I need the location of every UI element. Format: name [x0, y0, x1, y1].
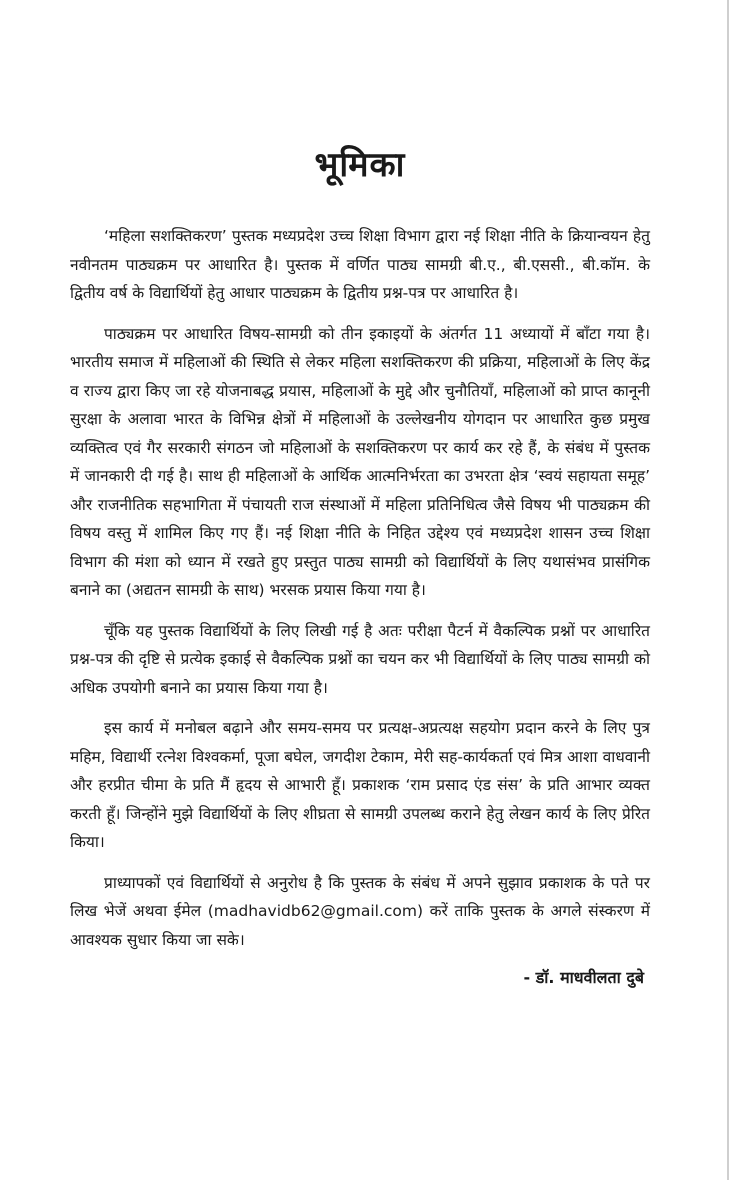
author-signature: - डॉ. माधवीलता दुबे: [523, 968, 644, 987]
scan-edge: [727, 0, 729, 1180]
paragraph-2: पाठ्यक्रम पर आधारित विषय-सामग्री को तीन इकाइयों के अंतर्गत 11 अध्यायों में बाँटा गया है। भारतीय समाज में महिलाओं की स्थिति से लेकर महिला सशक्तिकरण की प्रक्रिया, महिलाओं के लिए केंद्र व राज्य द्वारा किए जा रहे योजनाबद्ध प्रयास, महिलाओं के मुद्दे और चुनौतियाँ, महिलाओं को प्राप्त कानूनी सुरक्षा के अलावा भारत के विभिन्न क्षेत्रों में महिलाओं के उल्लेखनीय योगदान पर आधारित कुछ प्रमुख व्यक्तित्व एवं गैर सरकारी संगठन जो महिलाओं के सशक्तिकरण पर कार्य कर रहे हैं, के संबंध में पुस्तक में जानकारी दी गई है। साथ ही महिलाओं के आर्थिक आत्मनिर्भरता का उभरता क्षेत्र ‘स्वयं सहायता समूह’ और राजनीतिक सहभागिता में पंचायती राज संस्थाओं में महिला प्रतिनिधित्व जैसे विषय भी पाठ्यक्रम की विषय वस्तु में शामिल किए गए हैं। नई शिक्षा नीति के निहित उद्देश्य एवं मध्यप्रदेश शासन उच्च शिक्षा विभाग की मंशा को ध्यान में रखते हुए प्रस्तुत पाठ्य सामग्री को विद्यार्थियों के लिए यथासंभव प्रासंगिक बनाने का (अद्यतन सामग्री के साथ) भरसक प्रयास किया गया है।: [70, 324, 650, 599]
page-title: भूमिका: [314, 145, 406, 185]
paragraph-1: ‘महिला सशक्तिकरण’ पुस्तक मध्यप्रदेश उच्च शिक्षा विभाग द्वारा नई शिक्षा नीति के क्रियान्वयन हेतु नवीनतम पाठ्यक्रम पर आधारित है। पुस्तक में वर्णित पाठ्य सामग्री बी.ए., बी.एससी., बी.कॉम. के द्वितीय वर्ष के विद्यार्थियों हेतु आधार पाठ्यक्रम के द्वितीय प्रश्न-पत्र पर आधारित है।: [70, 227, 650, 302]
paragraph-4: इस कार्य में मनोबल बढ़ाने और समय-समय पर प्रत्यक्ष-अप्रत्यक्ष सहयोग प्रदान करने के लिए पुत्र महिम, विद्यार्थी रत्नेश विश्वकर्मा, पूजा बघेल, जगदीश टेकाम, मेरी सह-कार्यकर्ता एवं मित्र आशा वाधवानी और हरप्रीत चीमा के प्रति मैं हृदय से आभारी हूँ। प्रकाशक ‘राम प्रसाद एंड संस’ के प्रति आभार व्यक्त करती हूँ। जिन्होंने मुझे विद्यार्थियों के लिए शीघ्रता से सामग्री उपलब्ध कराने हेतु लेखन कार्य के लिए प्रेरित किया।: [70, 719, 650, 851]
paragraph-5: प्राध्यापकों एवं विद्यार्थियों से अनुरोध है कि पुस्तक के संबंध में अपने सुझाव प्रकाशक के पते पर लिख भेजें अथवा ईमेल (madhavidb62@gmail.com) करें ताकि पुस्तक के अगले संस्करण में आवश्यक सुधार किया जा सके।: [70, 873, 650, 949]
paragraph-3: चूँकि यह पुस्तक विद्यार्थियों के लिए लिखी गई है अतः परीक्षा पैटर्न में वैकल्पिक प्रश्नों पर आधारित प्रश्न-पत्र की दृष्टि से प्रत्येक इकाई से वैकल्पिक प्रश्नों का चयन कर भी विद्यार्थियों के लिए पाठ्य सामग्री को अधिक उपयोगी बनाने का प्रयास किया गया है।: [70, 621, 650, 697]
preface-page: [70, 140, 650, 988]
